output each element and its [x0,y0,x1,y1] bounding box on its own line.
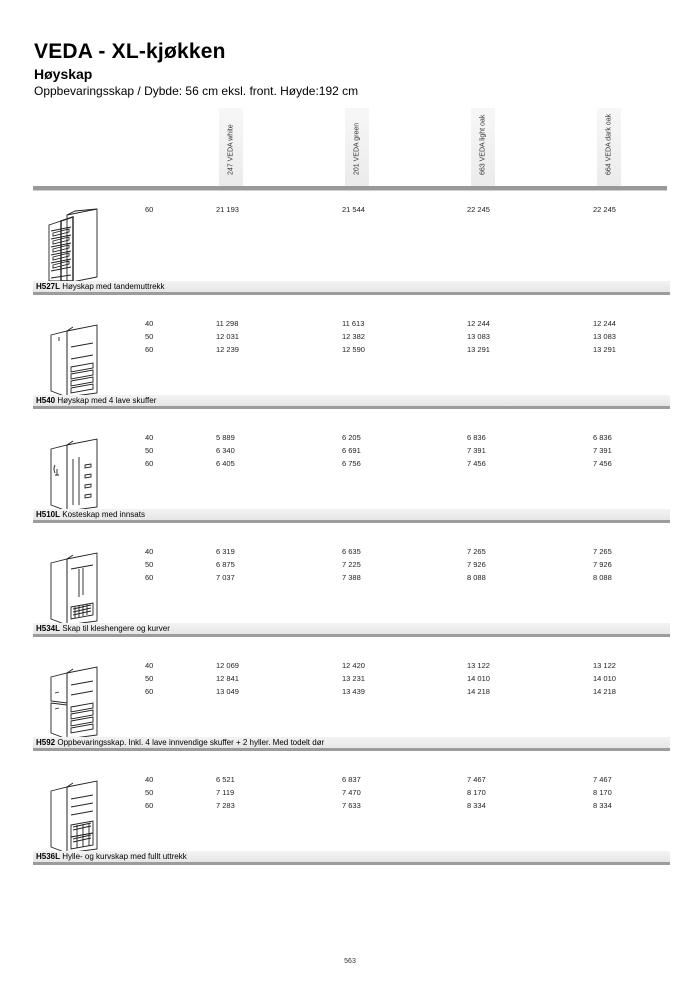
price-row: 60 13 049 13 439 14 218 14 218 [145,687,616,696]
product-name: Hylle- og kurvskap med fullt uttrekk [62,852,187,861]
price-row: 60 6 405 6 756 7 456 7 456 [145,459,612,468]
product-section [33,535,667,639]
price-row: 50 12 841 13 231 14 010 14 010 [145,674,616,683]
product-section [33,421,667,525]
product-label-bar [33,623,670,637]
price-row: 40 11 298 11 613 12 244 12 244 [145,319,616,328]
page-title: VEDA - XL-kjøkken [34,40,226,63]
product-code: H534L [36,624,61,633]
price-row: 60 12 239 12 590 13 291 13 291 [145,345,616,354]
product-name: Oppbevaringsskap. Inkl. 4 lave innvendige skuffer + 2 hyller. Med todelt dør [57,738,325,747]
price-row: 50 7 119 7 470 8 170 8 170 [145,788,612,797]
header-divider-thin [33,190,667,191]
product-label-bar [33,851,670,865]
product-code: H510L [36,510,61,519]
product-code: H540 [36,396,56,405]
page-number: 563 [344,958,356,965]
column-header-white: 247 VEDA white [219,108,243,186]
tall-cabinet-pullout-icon [45,207,105,283]
price-row: 50 6 875 7 225 7 926 7 926 [145,560,612,569]
column-header-light-oak: 663 VEDA light oak [471,108,495,186]
price-row: 40 6 521 6 837 7 467 7 467 [145,775,612,784]
product-label-bar [33,395,670,409]
product-label-bar [33,509,670,523]
price-row: 40 12 069 12 420 13 122 13 122 [145,661,616,670]
product-section [33,307,667,411]
product-name: Skap til kleshengere og kurver [62,624,170,633]
price-row: 60 7 283 7 633 8 334 8 334 [145,801,612,810]
product-section [33,649,667,753]
product-code: H536L [36,852,61,861]
page-description: Oppbevaringsskap / Dybde: 56 cm eksl. front. Høyde:192 cm [34,84,359,98]
price-row: 50 12 031 12 382 13 083 13 083 [145,332,616,341]
price-row: 40 6 319 6 635 7 265 7 265 [145,547,612,556]
price-row: 60 7 037 7 388 8 088 8 088 [145,573,612,582]
page-subtitle: Høyskap [34,66,93,82]
product-label-bar [33,737,670,751]
price-row: 50 6 340 6 691 7 391 7 391 [145,446,612,455]
product-code: H592 [36,738,56,747]
price-row: 60 21 193 21 544 22 245 22 245 [145,205,616,214]
product-section [33,193,667,297]
product-name: Høyskap med tandemuttrekk [62,282,165,291]
product-label-bar [33,281,670,295]
product-name: Kosteskap med innsats [62,510,145,519]
column-header-green: 201 VEDA green [345,108,369,186]
price-row: 40 5 889 6 205 6 836 6 836 [145,433,612,442]
product-code: H527L [36,282,61,291]
column-header-dark-oak: 664 VEDA dark oak [597,108,621,186]
product-name: Høyskap med 4 lave skuffer [57,396,157,405]
product-section [33,763,667,867]
